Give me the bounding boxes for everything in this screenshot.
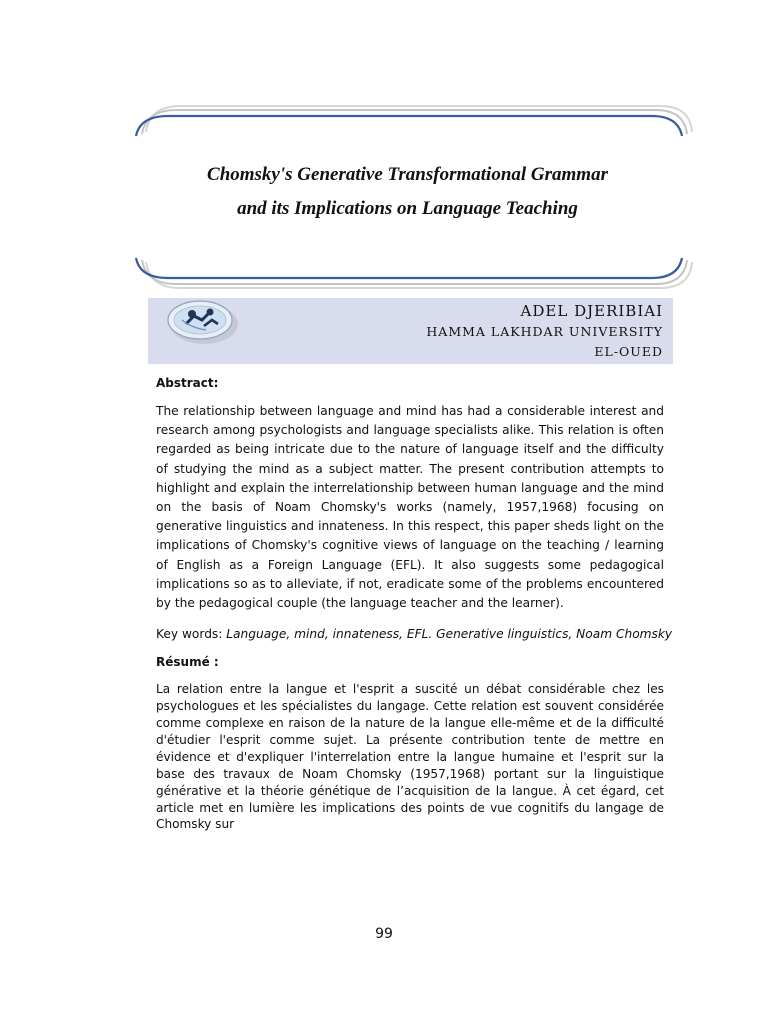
abstract-text: The relationship between language and mind has had a considerable interest and research among psychologists and language specialists alike. This relation is often regarded as being intricate due to the nature of language itself and the difficulty of studying the mind as a subject matter. The present contribution attempts to highlight and explain the interrelationship between human language and the mind on the basis of Noam Chomsky's works (namely, 1957,1968) focusing on generative linguistics and innateness. In this respect, this paper sheds light on the implications of Chomsky's cognitive views of language on the teaching / learning of English as a Foreign Language (EFL). It also suggests some pedagogical implications so as to alleviate, if not, eradicate some of the problems encountered by the pedagogical couple (the language teacher and the learner). xyxy=(156,404,664,611)
author-name: ADEL DJERIBIAI xyxy=(520,302,663,320)
author-box xyxy=(148,298,673,364)
author-city: EL-OUED xyxy=(594,344,663,359)
author-university: HAMMA LAKHDAR UNIVERSITY xyxy=(426,324,663,339)
article-title-line-2: and its Implications on Language Teaching xyxy=(237,198,578,219)
keywords-label: Key words: xyxy=(156,627,227,642)
resume-heading: Résumé : xyxy=(156,655,219,670)
article-title xyxy=(140,158,675,226)
title-frame-decoration xyxy=(0,0,768,300)
university-logo-icon xyxy=(162,290,242,350)
page-number: 99 xyxy=(375,926,393,942)
resume-text: La relation entre la langue et l'esprit a suscité un débat considérable chez les psychologues et les spécialistes du langage. Cette relation est souvent considérée comme complexe en raison de la nature de la langue elle-même et de la difficulté d'étudier l'esprit comme sujet. La présente contribution tente de mettre en évidence et d'expliquer l'interrelation entre la langue humaine et l'esprit sur la base des travaux de Noam Chomsky (1957,1968) portant sur la linguistique générative et la théorie génétique de l’acquisition de la langue. À cet égard, cet article met en lumière les implications des points de vue cognitifs du langage de Chomsky sur xyxy=(156,682,664,832)
abstract-heading: Abstract: xyxy=(156,376,219,390)
keywords-values: Language, mind, innateness, EFL. Generative linguistics, Noam Chomsky xyxy=(226,627,673,642)
author-info xyxy=(426,300,663,362)
article-body xyxy=(156,374,673,833)
article-title-line-1: Chomsky's Generative Transformational Grammar xyxy=(207,164,608,185)
keywords-line xyxy=(156,625,673,643)
